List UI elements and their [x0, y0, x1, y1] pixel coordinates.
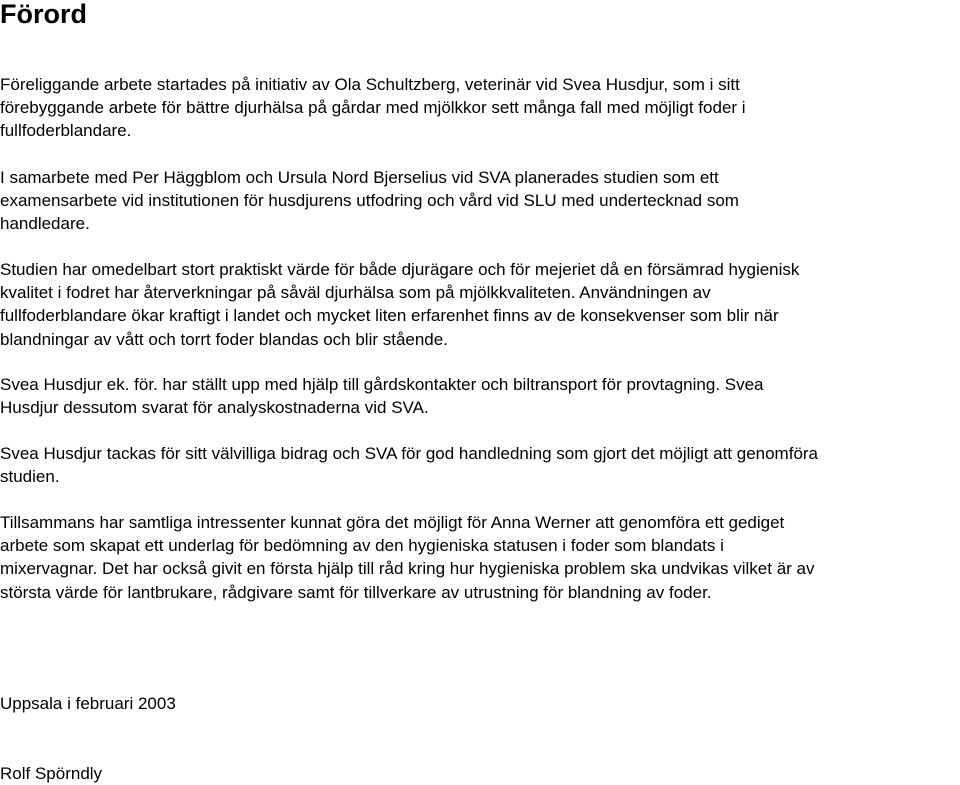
paragraph-line: Föreliggande arbete startades på initiativ av Ola Schultzberg, veterinär vid Svea Husdjur, som i sitt — [0, 75, 740, 94]
paragraph-support — [0, 373, 960, 419]
paragraph-conclusion — [0, 511, 960, 604]
paragraph-line: handledare. — [0, 214, 90, 234]
paragraph-collaboration — [0, 166, 960, 236]
paragraph-line: Svea Husdjur ek. för. har ställt upp med hjälp till gårdskontakter och biltransport för provtagning. Svea — [0, 375, 764, 394]
paragraph-line: blandningar av vått och torrt foder blandas och blir stående. — [0, 329, 448, 349]
place-date-text: Uppsala i februari 2003 — [0, 694, 176, 713]
paragraph-line: fullfoderblandare. — [0, 121, 132, 141]
paragraph-line: förebyggande arbete för bättre djurhälsa på gårdar med mjölkkor sett många fall med möjligt foder i — [0, 98, 746, 118]
paragraph-line: Husdjur dessutom svarat för analyskostnaderna vid SVA. — [0, 398, 429, 418]
signature-text: Rolf Spörndly — [0, 764, 103, 783]
place-date — [0, 692, 960, 715]
signature — [0, 762, 960, 785]
paragraph-line: Tillsammans har samtliga intressenter kunnat göra det möjligt för Anna Werner att genomföra ett gediget — [0, 513, 785, 532]
paragraph-line: Svea Husdjur tackas för sitt välvilliga bidrag och SVA för god handledning som gjort det möjligt att genomföra — [0, 444, 819, 463]
paragraph-line: kvalitet i fodret har återverkningar på såväl djurhälsa som på mjölkkvaliteten. Användningen av — [0, 283, 711, 303]
page-title: Förord — [0, 0, 87, 29]
paragraph-line: mixervagnar. Det har också givit en första hjälp till råd kring hur hygieniska problem ska undvikas vilket är av — [0, 559, 815, 579]
paragraph-line: Studien har omedelbart stort praktiskt värde för både djurägare och för mejeriet då en försämrad hygienisk — [0, 260, 800, 279]
paragraph-line: examensarbete vid institutionen för husdjurens utfodring och vård vid SLU med undertecknad som — [0, 191, 739, 211]
paragraph-line: arbete som skapat ett underlag för bedömning av den hygieniska statusen i foder som blandats i — [0, 536, 724, 556]
paragraph-thanks — [0, 442, 960, 488]
paragraph-line: fullfoderblandare ökar kraftigt i landet och mycket liten erfarenhet finns av de konsekvenser som blir när — [0, 306, 779, 326]
paragraph-line: I samarbete med Per Häggblom och Ursula Nord Bjerselius vid SVA planerades studien som ett — [0, 168, 719, 187]
paragraph-value — [0, 258, 960, 351]
paragraph-line: studien. — [0, 467, 60, 487]
paragraph-initiative — [0, 73, 960, 143]
paragraph-line: största värde för lantbrukare, rådgivare samt för tillverkare av utrustning för blandning av foder. — [0, 582, 712, 602]
